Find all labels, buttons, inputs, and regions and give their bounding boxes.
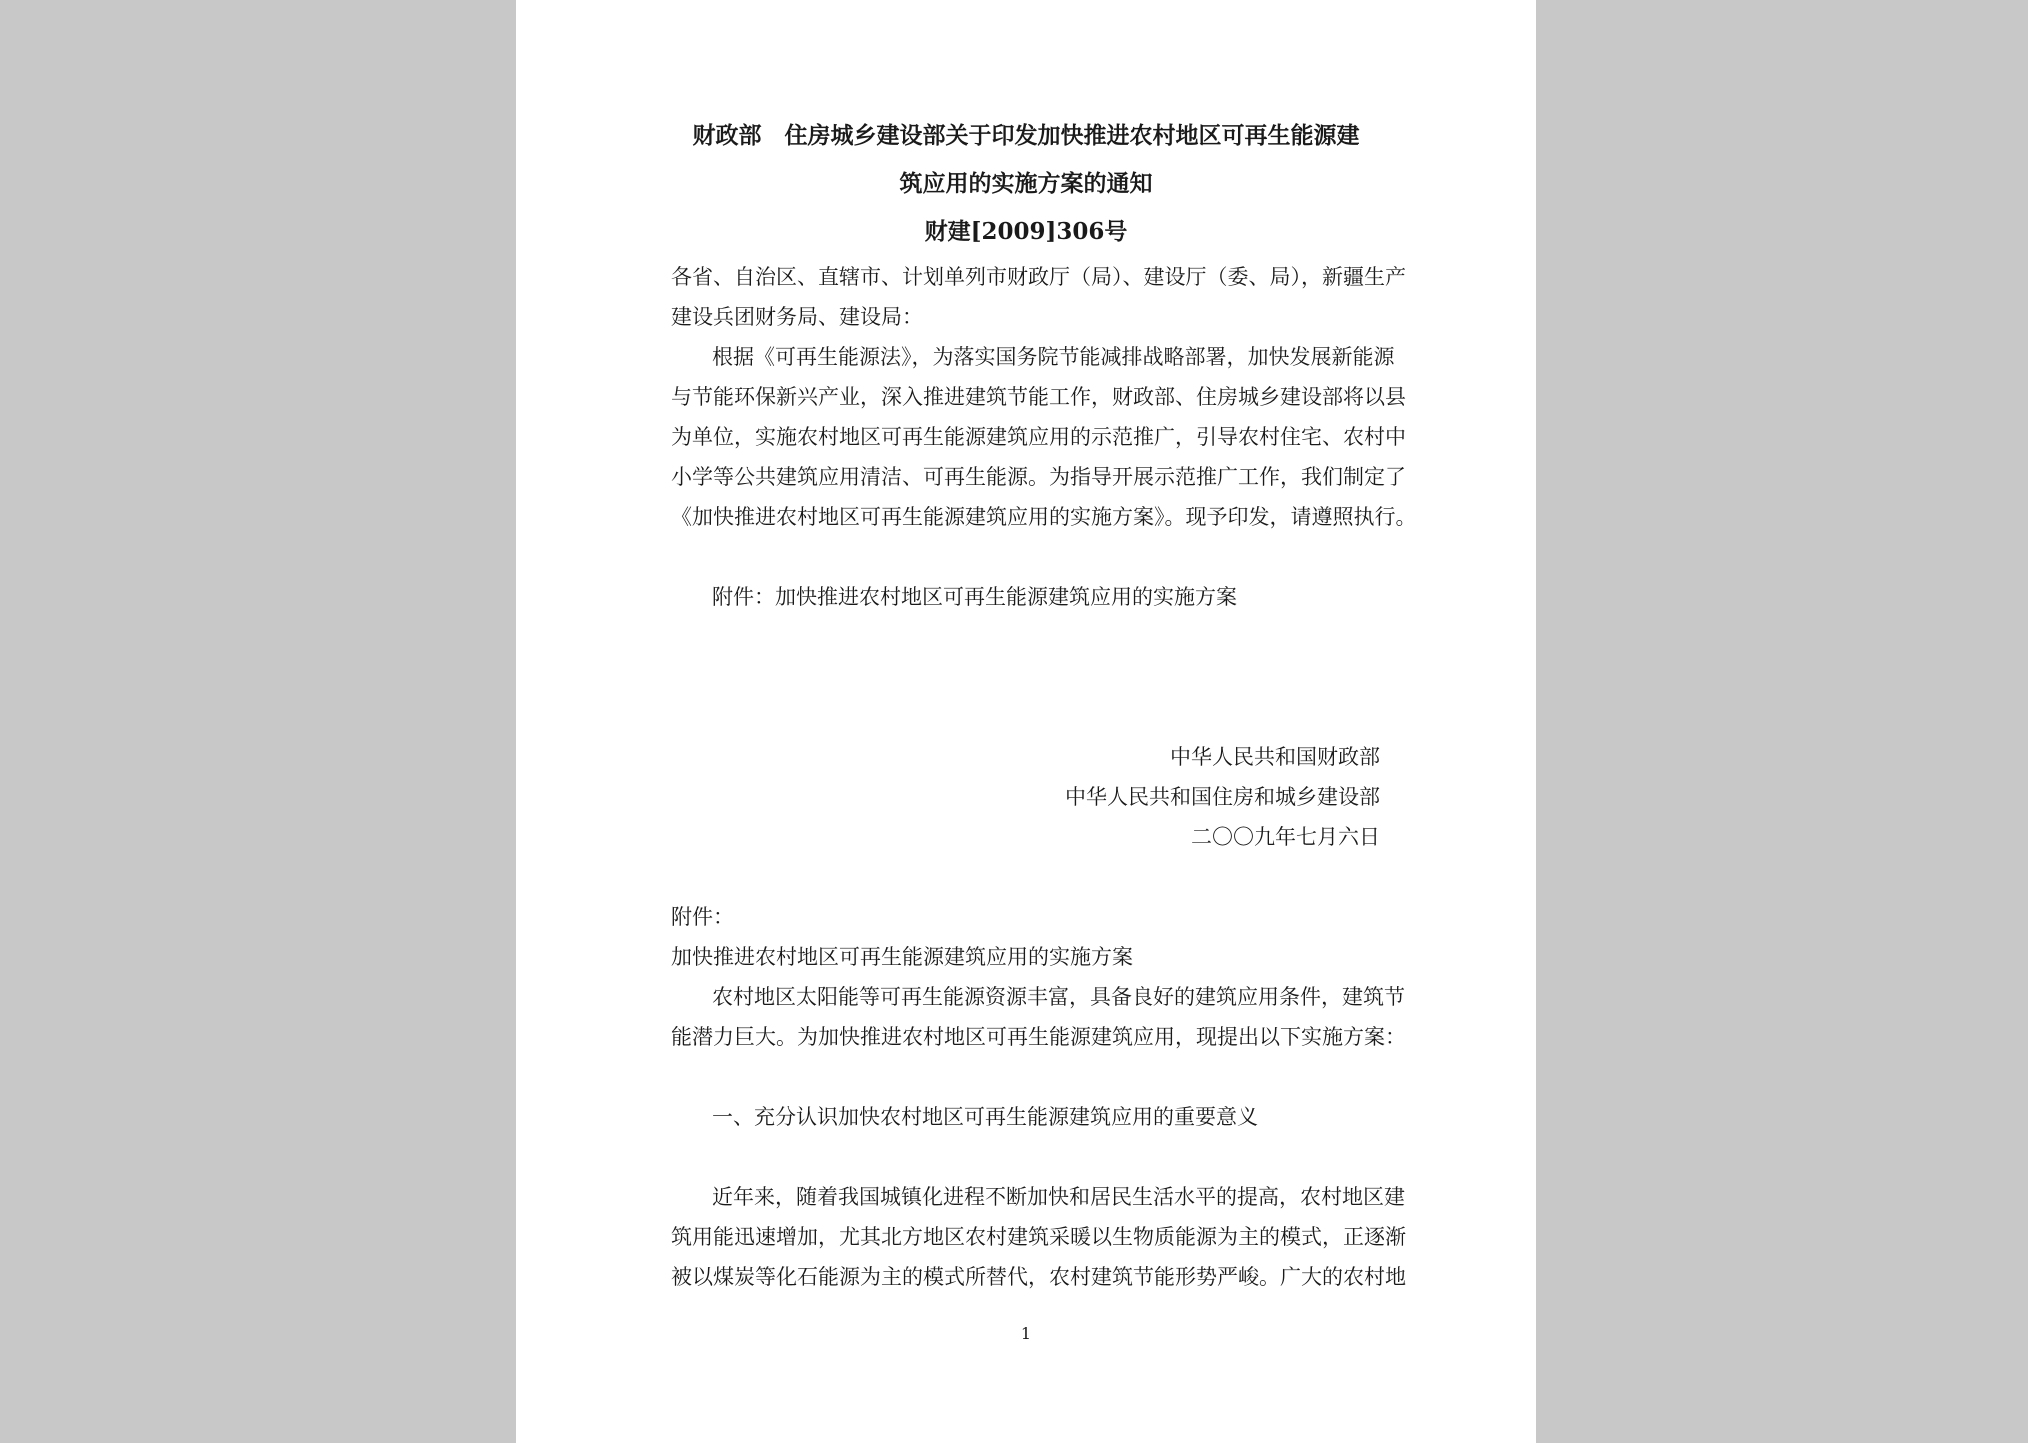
paragraph-line: 根据《可再生能源法》，为落实国务院节能减排战略部署，加快发展新能源 (712, 345, 1395, 369)
paragraph-line: 近年来，随着我国城镇化进程不断加快和居民生活水平的提高，农村地区建 (712, 1185, 1405, 1209)
paragraph-line: 被以煤炭等化石能源为主的模式所替代，农村建筑节能形势严峻。广大的农村地 (671, 1265, 1406, 1289)
paragraph-line: 与节能环保新兴产业，深入推进建筑节能工作，财政部、住房城乡建设部将以县 (671, 385, 1406, 409)
attachment-label: 附件： (671, 905, 734, 929)
paragraph-line: 为单位，实施农村地区可再生能源建筑应用的示范推广，引导农村住宅、农村中 (671, 425, 1406, 449)
salutation-line: 建设兵团财务局、建设局： (671, 305, 923, 329)
signature-ministry-of-housing: 中华人民共和国住房和城乡建设部 (1065, 785, 1380, 809)
paragraph-line: 筑用能迅速增加，尤其北方地区农村建筑采暖以生物质能源为主的模式，正逐渐 (671, 1225, 1406, 1249)
salutation-line: 各省、自治区、直辖市、计划单列市财政厅（局）、建设厅（委、局），新疆生产 (671, 265, 1406, 289)
paragraph-line: 《加快推进农村地区可再生能源建筑应用的实施方案》。现予印发，请遵照执行。 (671, 505, 1417, 529)
page-number: 1 (1020, 1324, 1032, 1343)
document-title-line-2: 筑应用的实施方案的通知 (899, 170, 1153, 197)
signature-ministry-of-finance: 中华人民共和国财政部 (1170, 745, 1380, 769)
document-title-line-1: 财政部 住房城乡建设部关于印发加快推进农村地区可再生能源建 (692, 122, 1360, 149)
attachment-title: 加快推进农村地区可再生能源建筑应用的实施方案 (671, 945, 1133, 969)
section-heading: 一、充分认识加快农村地区可再生能源建筑应用的重要意义 (712, 1105, 1258, 1129)
paragraph-line: 农村地区太阳能等可再生能源资源丰富，具备良好的建筑应用条件，建筑节 (712, 985, 1405, 1009)
paragraph-line: 小学等公共建筑应用清洁、可再生能源。为指导开展示范推广工作，我们制定了 (671, 465, 1406, 489)
document-page (516, 0, 1536, 1443)
signature-date: 二〇〇九年七月六日 (1191, 825, 1380, 849)
attachment-note: 附件：加快推进农村地区可再生能源建筑应用的实施方案 (712, 585, 1237, 609)
paragraph-line: 能潜力巨大。为加快推进农村地区可再生能源建筑应用，现提出以下实施方案： (671, 1025, 1406, 1049)
document-number: 财建[2009]306号 (924, 218, 1128, 245)
